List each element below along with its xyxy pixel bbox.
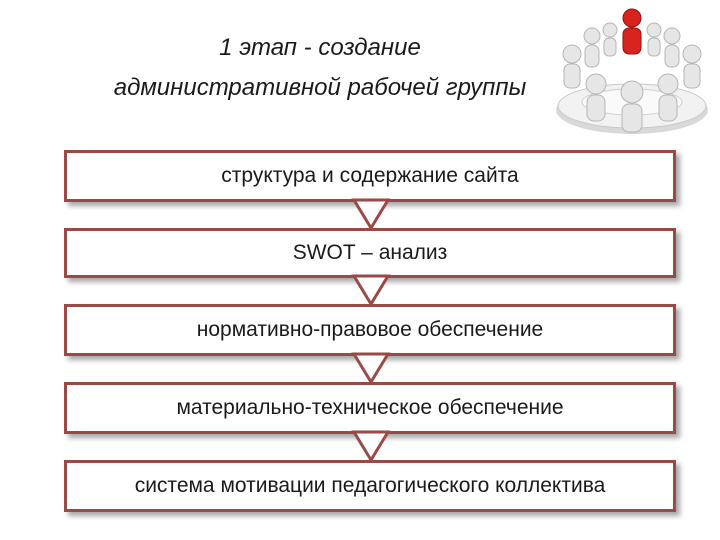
arrow-down-icon: [346, 430, 396, 464]
step-label-1: структура и содержание сайта: [221, 164, 519, 187]
arrow-down-icon: [346, 352, 396, 386]
title-line-1: 1 этап - создание: [219, 34, 421, 61]
step-label-5: система мотивации педагогического коллектива: [134, 474, 606, 497]
step-box-5: [64, 460, 676, 512]
step-label-3: нормативно-правовое обеспечение: [196, 318, 544, 341]
step-label-4: материально-техническое обеспечение: [176, 396, 564, 419]
title-line-2: административной рабочей группы: [113, 74, 527, 101]
arrow-down-icon: [346, 198, 396, 232]
arrow-down-icon: [346, 274, 396, 308]
meeting-circle-icon: [552, 2, 712, 138]
step-box-2: [64, 228, 676, 278]
step-box-4: [64, 382, 676, 434]
slide-title: [40, 28, 600, 108]
step-box-3: [64, 304, 676, 356]
step-box-1: [64, 150, 676, 202]
step-label-2: SWOT – анализ: [292, 241, 448, 264]
